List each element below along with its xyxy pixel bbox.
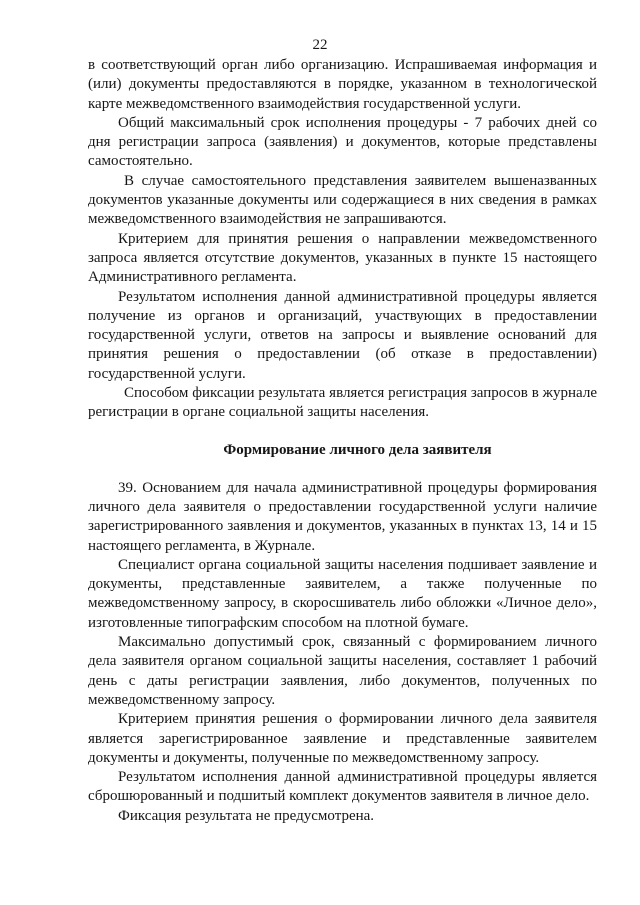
paragraph: Фиксация результата не предусмотрена. (118, 807, 375, 824)
paragraph: 39. Основанием для начала административной процедуры формирования личного дела заявителя о предоставлении государственной услуги наличие зарегистрированного заявления и документов, указанных в пунктах 13, 14 и 15 настоящего регламента, в Журнале. (88, 479, 597, 554)
paragraph: Критерием для принятия решения о направлении межведомственного запроса является отсутствие документов, указанных в пункте 15 настоящего Административного регламента. (88, 230, 597, 286)
paragraph: В случае самостоятельного представления заявителем вышеназванных документов указанные документы или содержащиеся в них сведения в рамках межведомственного взаимодействия не запрашиваются. (88, 172, 597, 228)
page-content (88, 56, 597, 826)
paragraph: Способом фиксации результата является регистрация запросов в журнале регистрации в органе социальной защиты населения. (88, 385, 597, 421)
paragraph: Результатом исполнения данной административной процедуры является сброшюрованный и подшитый комплект документов заявителя в личное дело. (88, 769, 597, 805)
paragraph: в соответствующий орган либо организацию. Испрашиваемая информация и (или) документы предоставляются в порядке, указанном в технологической карте межведомственного взаимодействия государственной услуги. (88, 57, 597, 112)
paragraph: Общий максимальный срок исполнения процедуры - 7 рабочих дней со дня регистрации запроса (заявления) и документов, которые представлены самостоятельно. (88, 114, 597, 170)
paragraph: Специалист органа социальной защиты населения подшивает заявление и документы, представленные заявителем, а также полученные по межведомственному запросу, в скоросшиватель либо обложки «Личное дело», изготовленные типографским способом на плотной бумаге. (88, 556, 597, 631)
paragraph: Результатом исполнения данной административной процедуры является получение из органов и организаций, участвующих в предоставлении государственной услуги, ответов на запросы и выявление оснований для принятия решения о предоставлении (об отказе в предоставлении) государственной услуги. (88, 288, 597, 382)
section-heading: Формирование личного дела заявителя (223, 441, 492, 458)
page-number: 22 (312, 37, 328, 53)
paragraph: Максимально допустимый срок, связанный с формированием личного дела заявителя органом социальной защиты населения, составляет 1 рабочий день с даты регистрации заявления, либо документов, полученных по межведомственному запросу. (88, 634, 597, 708)
paragraph: Критерием принятия решения о формировании личного дела заявителя является зарегистрированное заявление и представленные заявителем документы и документы, полученные по межведомственному запросу. (88, 711, 597, 766)
